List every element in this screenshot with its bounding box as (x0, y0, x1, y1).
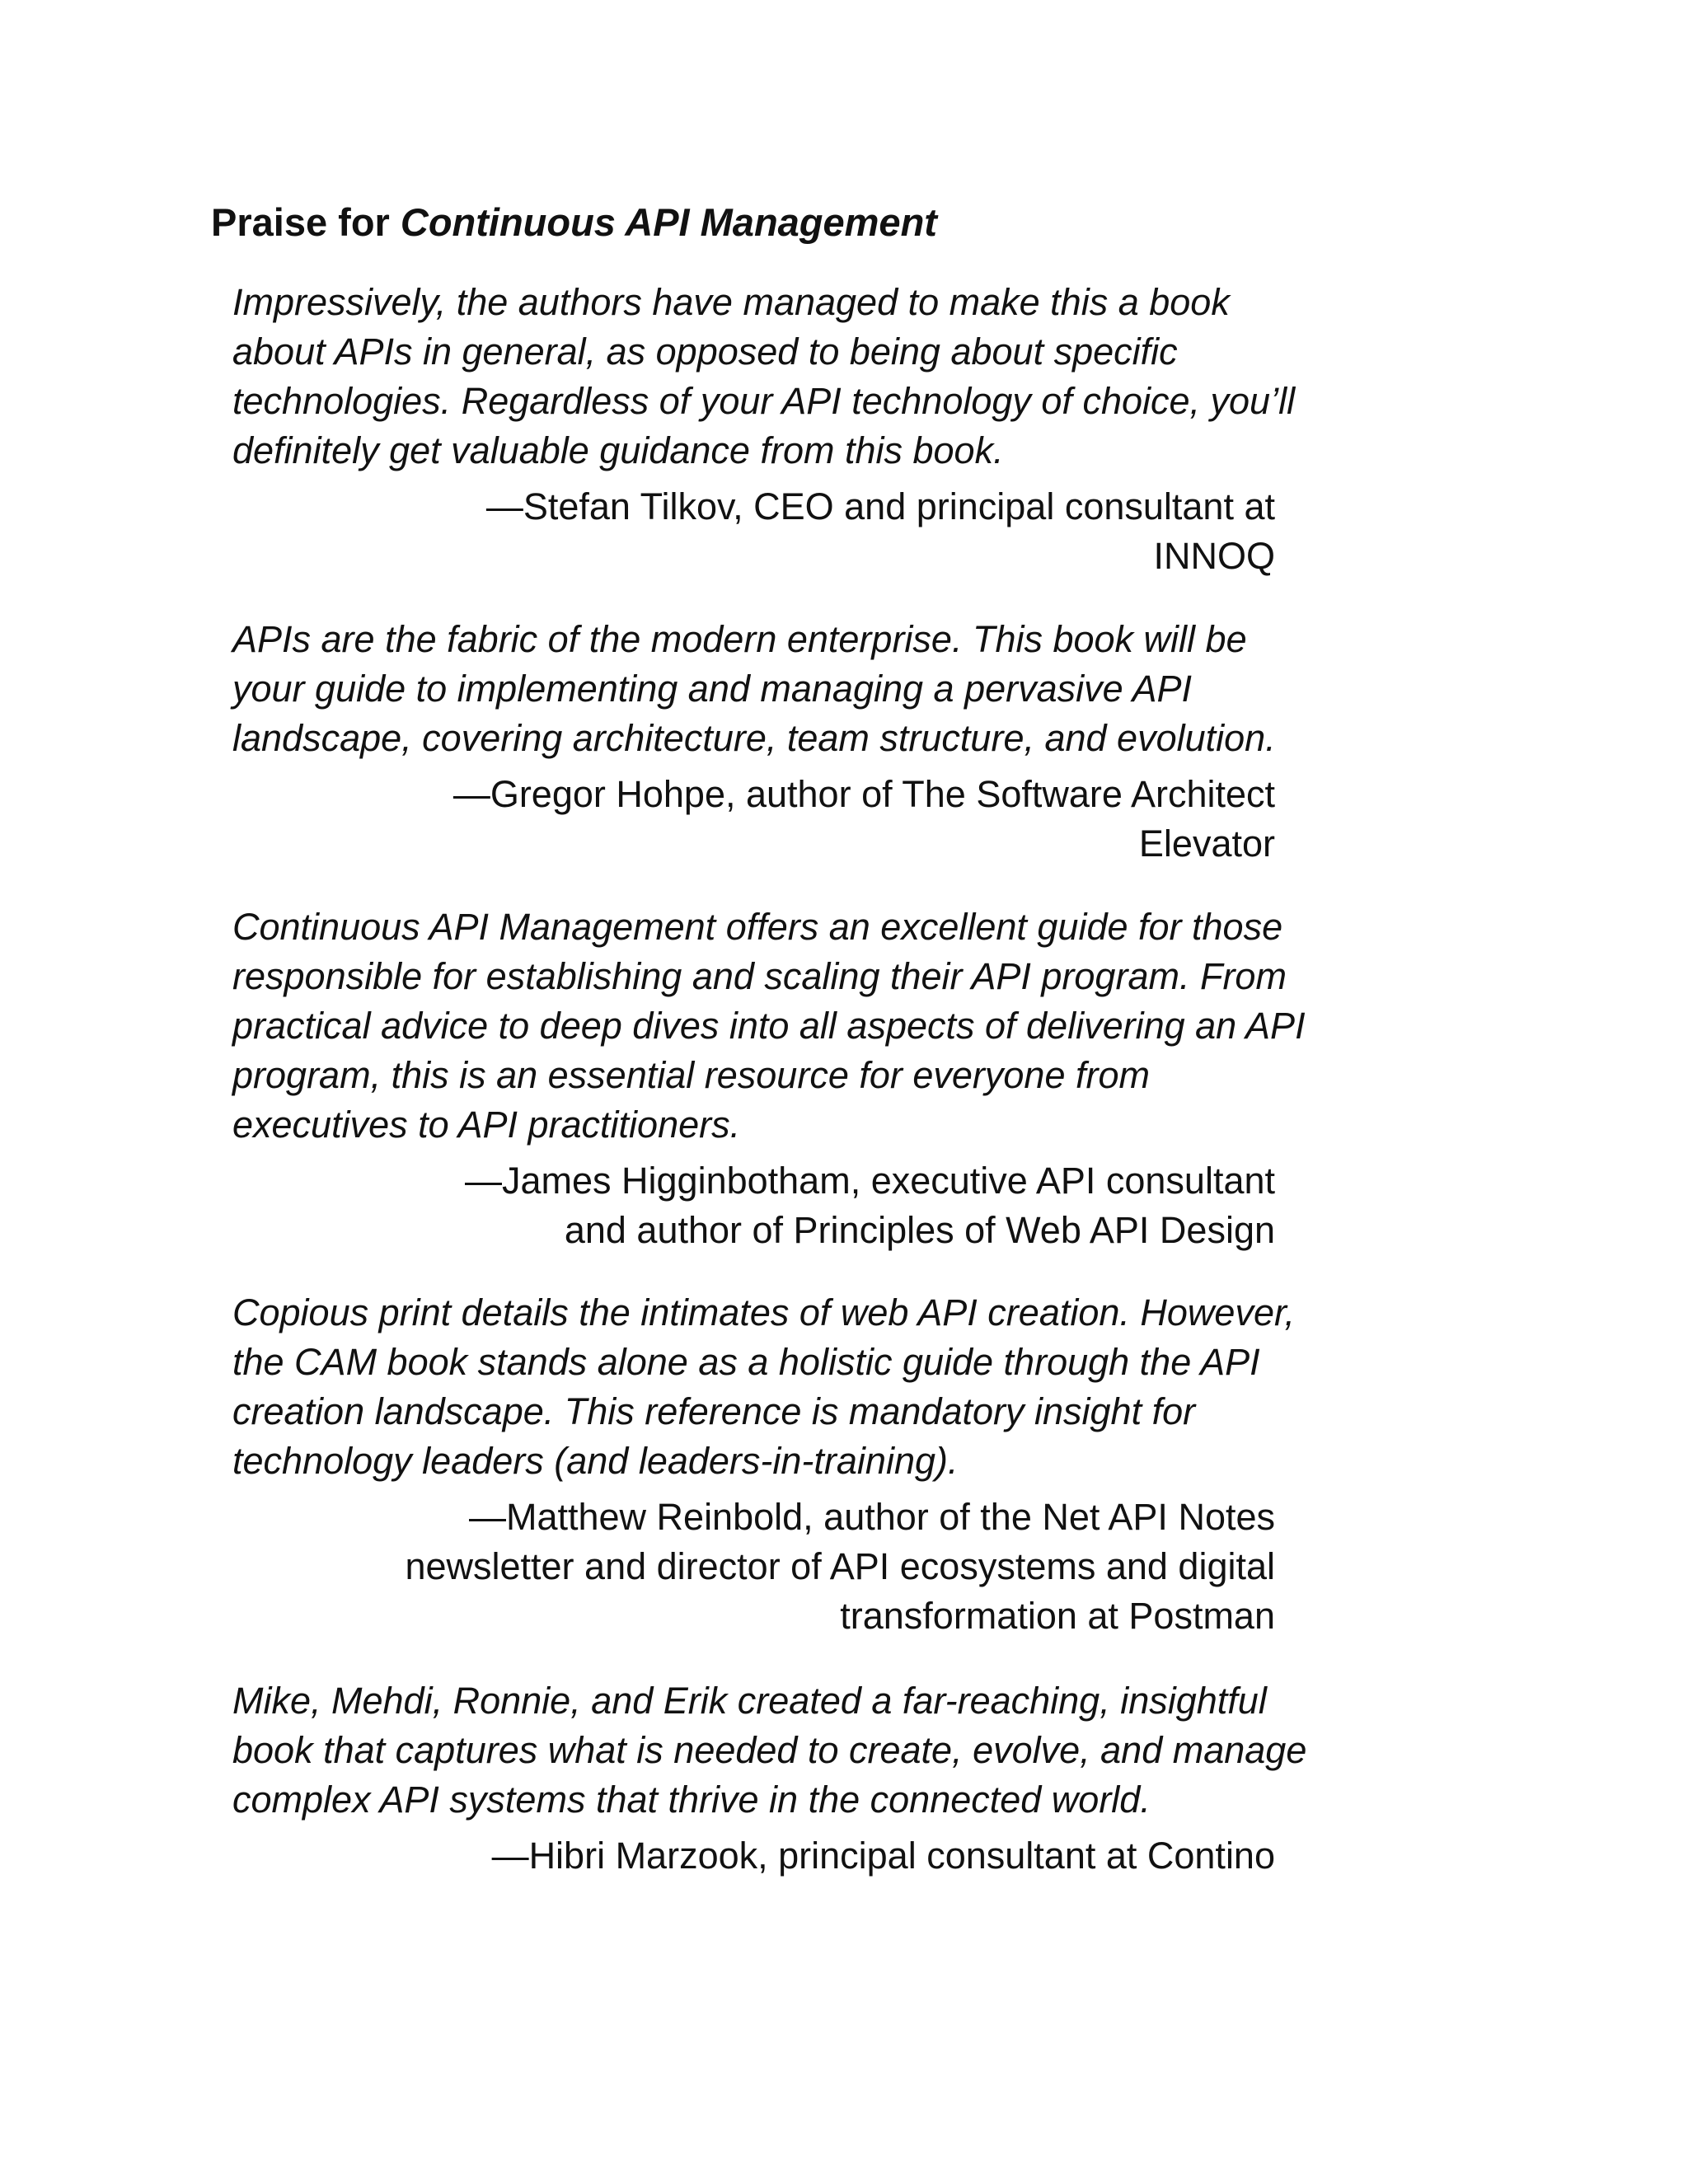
quote-line: creation landscape. This reference is mandatory insight for (232, 1390, 1196, 1432)
quote-line: book that captures what is needed to create, evolve, and manage (232, 1729, 1307, 1771)
quote-line: responsible for establishing and scaling their API program. From (232, 955, 1287, 997)
heading-prefix: Praise for (211, 200, 401, 244)
quote-line: Mike, Mehdi, Ronnie, and Erik created a far-reaching, insightful (232, 1680, 1267, 1722)
blurb-attribution (232, 482, 1275, 581)
praise-blurb (232, 278, 1436, 581)
quote-line: technologies. Regardless of your API technology of choice, you’ll (232, 380, 1296, 422)
quote-line: Continuous API Management offers an excellent guide for those (232, 906, 1283, 948)
attribution-line: Elevator (1138, 823, 1275, 865)
quote-line: Copious print details the intimates of web API creation. However, (232, 1291, 1295, 1333)
quote-line: about APIs in general, as opposed to being about specific (232, 330, 1178, 373)
blurb-attribution (232, 1831, 1275, 1881)
quote-line: program, this is an essential resource for everyone from (232, 1054, 1150, 1096)
quote-line: definitely get valuable guidance from this book. (232, 429, 1004, 471)
page-heading (211, 194, 1447, 251)
blurb-quote (232, 615, 1436, 763)
quote-line: complex API systems that thrive in the connected world. (232, 1779, 1151, 1821)
attribution-line: INNOQ (1153, 535, 1275, 577)
blurb-attribution (232, 770, 1275, 869)
quote-line: Impressively, the authors have managed to make this a book (232, 281, 1230, 323)
praise-blurb (232, 615, 1436, 869)
heading-book-title: Continuous API Management (400, 200, 937, 244)
quote-line: technology leaders (and leaders-in-training). (232, 1440, 959, 1482)
attribution-line: and author of Principles of Web API Design (564, 1209, 1275, 1251)
attribution-line: transformation at Postman (840, 1595, 1275, 1637)
attribution-line: —James Higginbotham, executive API consultant (464, 1160, 1275, 1202)
quote-line: your guide to implementing and managing a pervasive API (232, 668, 1193, 710)
quote-line: APIs are the fabric of the modern enterprise. This book will be (232, 618, 1247, 660)
blurb-attribution (232, 1493, 1275, 1641)
quote-line: practical advice to deep dives into all aspects of delivering an API (232, 1005, 1306, 1047)
blurb-attribution (232, 1156, 1275, 1255)
praise-blurb (232, 1288, 1436, 1641)
attribution-line: —Hibri Marzook, principal consultant at Contino (491, 1835, 1275, 1877)
attribution-line: newsletter and director of API ecosystems and digital (405, 1545, 1275, 1587)
blurb-quote (232, 1288, 1436, 1486)
quote-line: executives to API practitioners. (232, 1104, 741, 1146)
attribution-line: —Gregor Hohpe, author of The Software Architect (452, 773, 1275, 815)
blurb-quote (232, 278, 1436, 476)
blurb-quote (232, 902, 1436, 1150)
attribution-line: —Stefan Tilkov, CEO and principal consultant at (485, 485, 1275, 527)
quote-line: landscape, covering architecture, team structure, and evolution. (232, 717, 1276, 759)
praise-blurb (232, 902, 1436, 1255)
praise-blurb (232, 1676, 1436, 1881)
quote-line: the CAM book stands alone as a holistic guide through the API (232, 1341, 1260, 1383)
attribution-line: —Matthew Reinbold, author of the Net API Notes (468, 1496, 1275, 1538)
blurb-quote (232, 1676, 1436, 1825)
